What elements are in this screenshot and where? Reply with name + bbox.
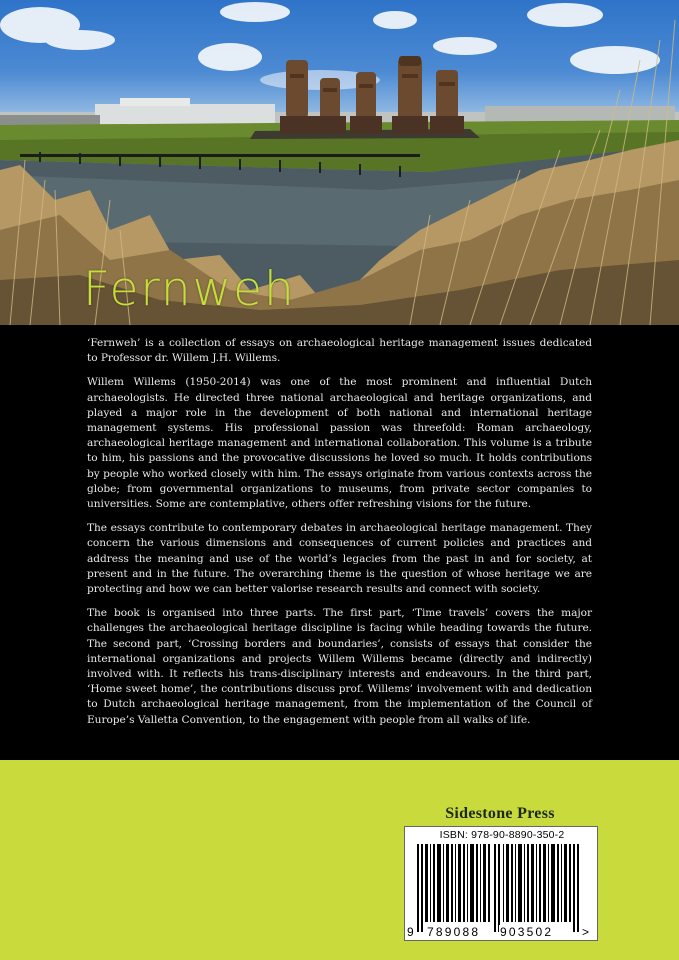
barcode-digit-group-2: 903502 — [500, 925, 554, 939]
cover-photo — [0, 0, 679, 325]
barcode-digits — [404, 925, 598, 939]
blurb-paragraph: ‘Fernweh’ is a collection of essays on archaeological heritage management issues dedicated to Professor dr. Willem J.H. Willems. — [87, 337, 592, 365]
blurb-paragraph: Willem Willems (1950-2014) was one of the most prominent and influential Dutch archaeologists. He directed three national archaeological and heritage organizations, and played a major role in the development of both national and international heritage management systems. His professional passion was threefold: Roman archaeology, archaeological heritage management and international collaboration. This volume is a tribute to him, his passions and the provocative discussions he loved so much. It holds contributions by people who worked closely with him. The essays originate from various contexts across the globe; from governmental organizations to museums, from private sector companies to universities. Some are contemplative, others offer refreshing visions for the future. — [87, 376, 592, 511]
blurb-paragraph: The book is organised into three parts. The first part, ‘Time travels’ covers the major challenges the archaeological heritage discipline is facing while heading towards the future. The second part, ‘Crossing borders and boundaries’, consists of essays that consider the international organizations and projects Willem Willems became (directly and indirectly) involved with. It reflects his trans-disciplinary interests and endeavours. In the third part, ‘Home sweet home’, the contributions discuss prof. Willems’ involvement with and dedication to Dutch archaeological heritage management, from the implementation of the Council of Europe’s Valletta Convention, to the engagement with people from all walks of life. — [87, 607, 592, 726]
back-cover-blurb — [0, 325, 679, 760]
barcode-image — [417, 844, 587, 932]
barcode-quiet-zone-marker: > — [582, 925, 590, 939]
book-title: Fernweh — [83, 262, 296, 317]
barcode-lead-digit: 9 — [407, 925, 414, 939]
isbn-label: ISBN: 978-90-8890-350-2 — [439, 829, 565, 841]
barcode-digit-group-1: 789088 — [427, 925, 481, 939]
publisher-name: Sidestone Press — [445, 805, 555, 822]
blurb-paragraph: The essays contribute to contemporary debates in archaeological heritage management. They concern the various dimensions and consequences of current policies and practices and address the meaning and use of the world’s legacies from the past in and for society, at present and in the future. The overarching theme is the question of whose heritage we are protecting and how we can better valorise research results and connect with society. — [87, 522, 592, 596]
